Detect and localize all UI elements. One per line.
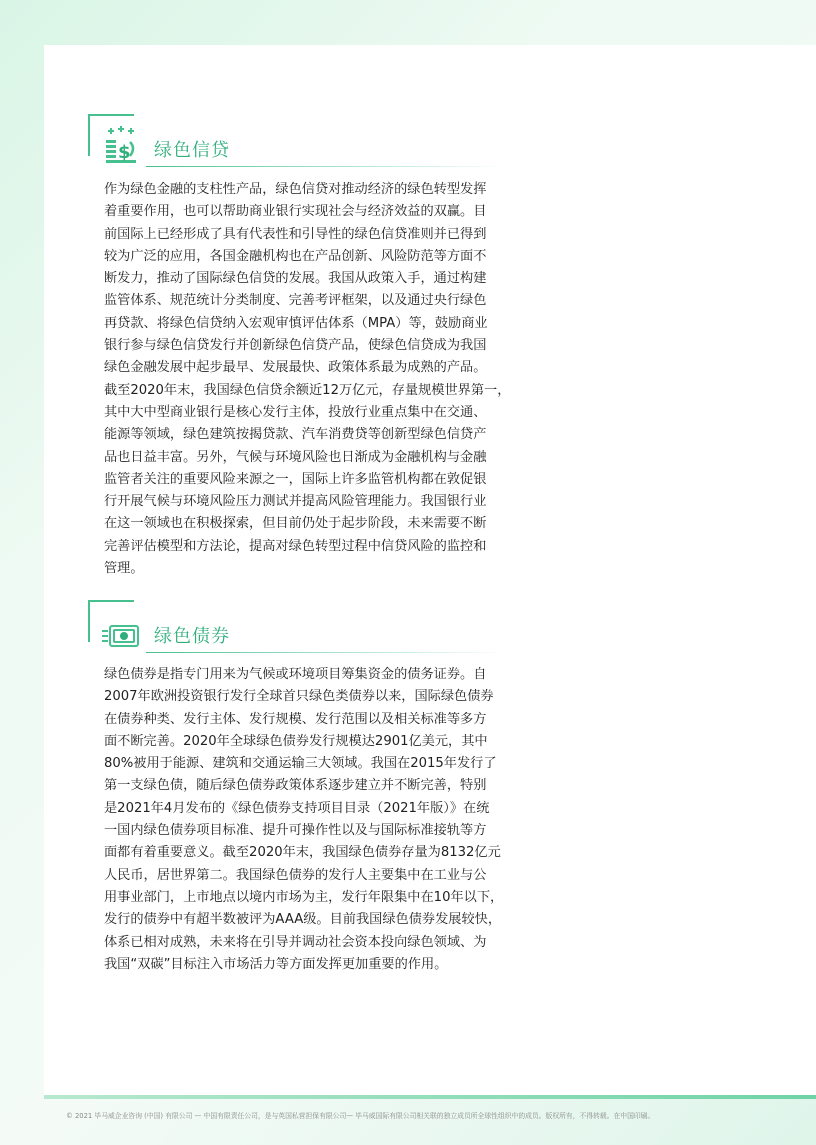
header-underline	[146, 166, 506, 167]
section-body-green-credit	[104, 179, 524, 580]
text-line: 人民币，居世界第二。我国绿色债券的发行人主要集中在工业与公	[104, 867, 487, 883]
page-bottom-accent	[44, 1095, 816, 1099]
text-line: 其中大中型商业银行是核心发行主体，投放行业重点集中在交通、	[104, 404, 487, 420]
text-line: 绿色债券是指专门用来为气候或环境项目筹集资金的债务证券。自	[104, 667, 487, 682]
section-title: 绿色信贷	[154, 140, 230, 161]
text-line: 面都有着重要意义。截至2020年末，我国绿色债券存量为8132亿元	[104, 845, 501, 861]
section-title: 绿色债券	[154, 626, 230, 647]
text-line: 银行参与绿色信贷发行并创新绿色信贷产品，使绿色信贷成为我国	[104, 338, 487, 354]
text-line: 80%被用于能源、建筑和交通运输三大领域。我国在2015年发行了	[104, 756, 497, 772]
text-line: 绿色金融发展中起步最早、发展最快、政策体系最为成熟的产品。	[104, 360, 487, 376]
text-line: 用事业部门，上市地点以境内市场为主，发行年限集中在10年以下，	[104, 889, 504, 905]
text-line: 是2021年4月发布的《绿色债券支持项目目录（2021年版）》在统	[104, 800, 490, 816]
text-line: 完善评估模型和方法论，提高对绿色转型过程中信贷风险的监控和	[104, 538, 487, 554]
text-line: 我国“双碳”目标注入市场活力等方面发挥更加重要的作用。	[104, 956, 448, 972]
text-line: 能源等领域，绿色建筑按揭贷款、汽车消费贷等创新型绿色信贷产	[104, 427, 487, 443]
text-line: 监管体系、规范统计分类制度、完善考评框架，以及通过央行绿色	[104, 293, 487, 309]
text-line: 在这一领域也在积极探索，但目前仍处于起步阶段，未来需要不断	[104, 516, 487, 532]
text-line: 2007年欧洲投资银行发行全球首只绿色类债券以来，国际绿色债券	[104, 689, 494, 705]
text-line: 截至2020年末，我国绿色信贷余额近12万亿元，存量规模世界第一，	[104, 382, 511, 398]
text-line: 较为广泛的应用，各国金融机构也在产品创新、风险防范等方面不	[104, 248, 487, 264]
text-line: 行开展气候与环境风险压力测试并提高风险管理能力。我国银行业	[104, 494, 487, 510]
text-line: 发行的债券中有超半数被评为AAA级。目前我国绿色债券发展较快，	[104, 912, 502, 928]
section-header-green-bonds	[88, 600, 508, 658]
text-line: 管理。	[104, 561, 144, 577]
text-line: 监管者关注的重要风险来源之一，国际上许多监管机构都在敦促银	[104, 471, 487, 487]
svg-text:$: $	[118, 142, 131, 163]
text-line: 作为绿色金融的支柱性产品，绿色信贷对推动经济的绿色转型发挥	[104, 182, 487, 197]
text-line: 在债券种类、发行主体、发行规模、发行范围以及相关标准等多方	[104, 711, 487, 727]
text-line: 体系已相对成熟，未来将在引导并调动社会资本投向绿色领域、为	[104, 934, 487, 950]
text-line: 一国内绿色债券项目标准、提升可操作性以及与国际标准接轨等方	[104, 823, 487, 839]
text-line: 再贷款、将绿色信贷纳入宏观审慎评估体系（MPA）等，鼓励商业	[104, 315, 488, 331]
text-line: 前国际上已经形成了具有代表性和引导性的绿色信贷准则并已得到	[104, 226, 487, 242]
text-line: 着重要作用，也可以帮助商业银行实现社会与经济效益的双赢。目	[104, 204, 487, 220]
text-line: 断发力，推动了国际绿色信贷的发展。我国从政策入手，通过构建	[104, 271, 487, 287]
header-underline	[146, 652, 506, 653]
money-stack-icon	[102, 124, 142, 168]
text-line: 品也日益丰富。另外，气候与环境风险也日渐成为金融机构与金融	[104, 449, 487, 465]
text-line: 第一支绿色债，随后绿色债券政策体系逐步建立并不断完善，特别	[104, 778, 487, 794]
section-header-green-credit	[88, 114, 508, 172]
bond-certificate-icon	[102, 610, 142, 654]
text-line: 面不断完善。2020年全球绿色债券发行规模达2901亿美元，其中	[104, 733, 488, 749]
copyright-footer: © 2021 毕马威企业咨询 (中国) 有限公司 — 中国有限责任公司，是与英国私营担保有限公司— 毕马威国际有限公司相关联的独立成员所全球性组织中的成员。版权所有，不得转载。在中国印刷。	[66, 1112, 655, 1120]
section-body-green-bonds	[104, 664, 524, 976]
